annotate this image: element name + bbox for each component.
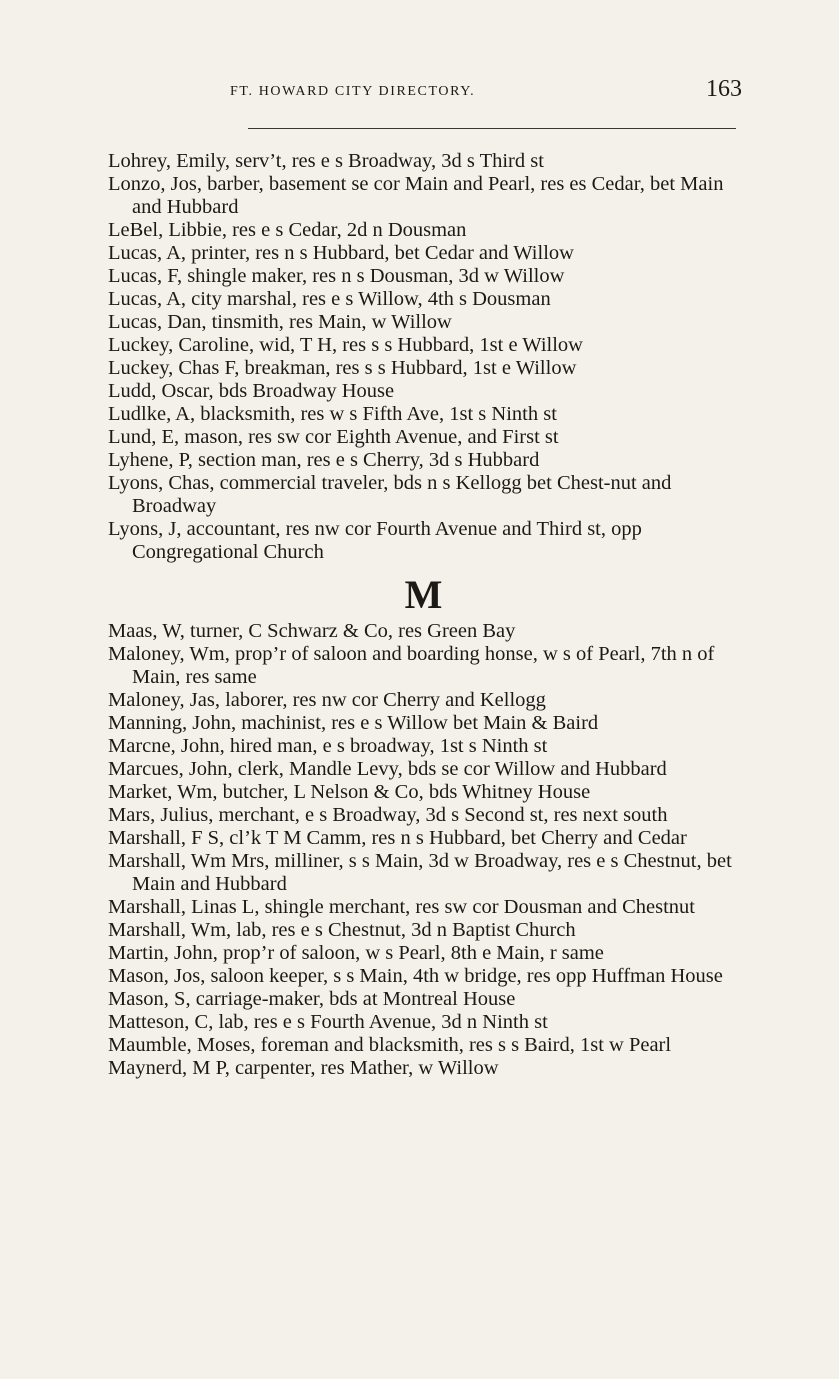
entry: Martin, John, prop’r of saloon, w s Pearl, 8th e Main, r same (108, 942, 604, 964)
entry: Lucas, F, shingle maker, res n s Dousman, 3d w Willow (108, 265, 565, 287)
entry: Lucas, A, city marshal, res e s Willow, 4th s Dousman (108, 288, 551, 310)
header-rule (248, 128, 736, 129)
entry: Lyons, J, accountant, res nw cor Fourth Avenue and Third st, opp Congregational Church (108, 518, 642, 563)
section-letter: M (404, 572, 444, 617)
entry: Marshall, Wm, lab, res e s Chestnut, 3d n Baptist Church (108, 919, 576, 941)
entry: Manning, John, machinist, res e s Willow bet Main & Baird (108, 712, 599, 734)
entry: Marshall, Wm Mrs, milliner, s s Main, 3d w Broadway, res e s Chestnut, bet Main and Hubbard (108, 850, 732, 895)
entry: Lucas, A, printer, res n s Hubbard, bet Cedar and Willow (108, 242, 574, 264)
directory-entries (108, 150, 740, 1080)
entry: Maloney, Jas, laborer, res nw cor Cherry and Kellogg (108, 689, 546, 711)
entry: Lyons, Chas, commercial traveler, bds n s Kellogg bet Chest-nut and Broadway (108, 472, 672, 517)
entry: Lonzo, Jos, barber, basement se cor Main and Pearl, res es Cedar, bet Main and Hubbard (108, 173, 724, 218)
entry: Lyhene, P, section man, res e s Cherry, 3d s Hubbard (108, 449, 540, 471)
entry: Market, Wm, butcher, L Nelson & Co, bds Whitney House (108, 781, 591, 803)
entry: Maloney, Wm, prop’r of saloon and boarding honse, w s of Pearl, 7th n of Main, res same (108, 643, 715, 688)
entry: Maas, W, turner, C Schwarz & Co, res Green Bay (108, 620, 516, 642)
entry: Ludd, Oscar, bds Broadway House (108, 380, 395, 402)
page-number: 163 (706, 76, 742, 102)
entry: Luckey, Caroline, wid, T H, res s s Hubbard, 1st e Willow (108, 334, 583, 356)
entry: Luckey, Chas F, breakman, res s s Hubbard, 1st e Willow (108, 357, 577, 379)
section-m-entries (108, 620, 740, 1080)
entry: Matteson, C, lab, res e s Fourth Avenue, 3d n Ninth st (108, 1011, 548, 1033)
entry: Mars, Julius, merchant, e s Broadway, 3d s Second st, res next south (108, 804, 668, 826)
entry: Maynerd, M P, carpenter, res Mather, w Willow (108, 1057, 499, 1079)
header-title: FT. HOWARD CITY DIRECTORY. (230, 84, 476, 99)
entry: Marcne, John, hired man, e s broadway, 1st s Ninth st (108, 735, 548, 757)
entry: Mason, S, carriage-maker, bds at Montreal House (108, 988, 516, 1010)
entry: Maumble, Moses, foreman and blacksmith, res s s Baird, 1st w Pearl (108, 1034, 672, 1056)
entry: Marcues, John, clerk, Mandle Levy, bds se cor Willow and Hubbard (108, 758, 667, 780)
entry: Lohrey, Emily, serv’t, res e s Broadway, 3d s Third st (108, 150, 544, 172)
entry: Mason, Jos, saloon keeper, s s Main, 4th w bridge, res opp Huffman House (108, 965, 723, 987)
entry: Lund, E, mason, res sw cor Eighth Avenue, and First st (108, 426, 559, 448)
entry: Lucas, Dan, tinsmith, res Main, w Willow (108, 311, 452, 333)
entry: Marshall, F S, cl’k T M Camm, res n s Hubbard, bet Cherry and Cedar (108, 827, 687, 849)
entry: LeBel, Libbie, res e s Cedar, 2d n Dousman (108, 219, 467, 241)
entry: Marshall, Linas L, shingle merchant, res sw cor Dousman and Chestnut (108, 896, 695, 918)
entry: Ludlke, A, blacksmith, res w s Fifth Ave, 1st s Ninth st (108, 403, 557, 425)
